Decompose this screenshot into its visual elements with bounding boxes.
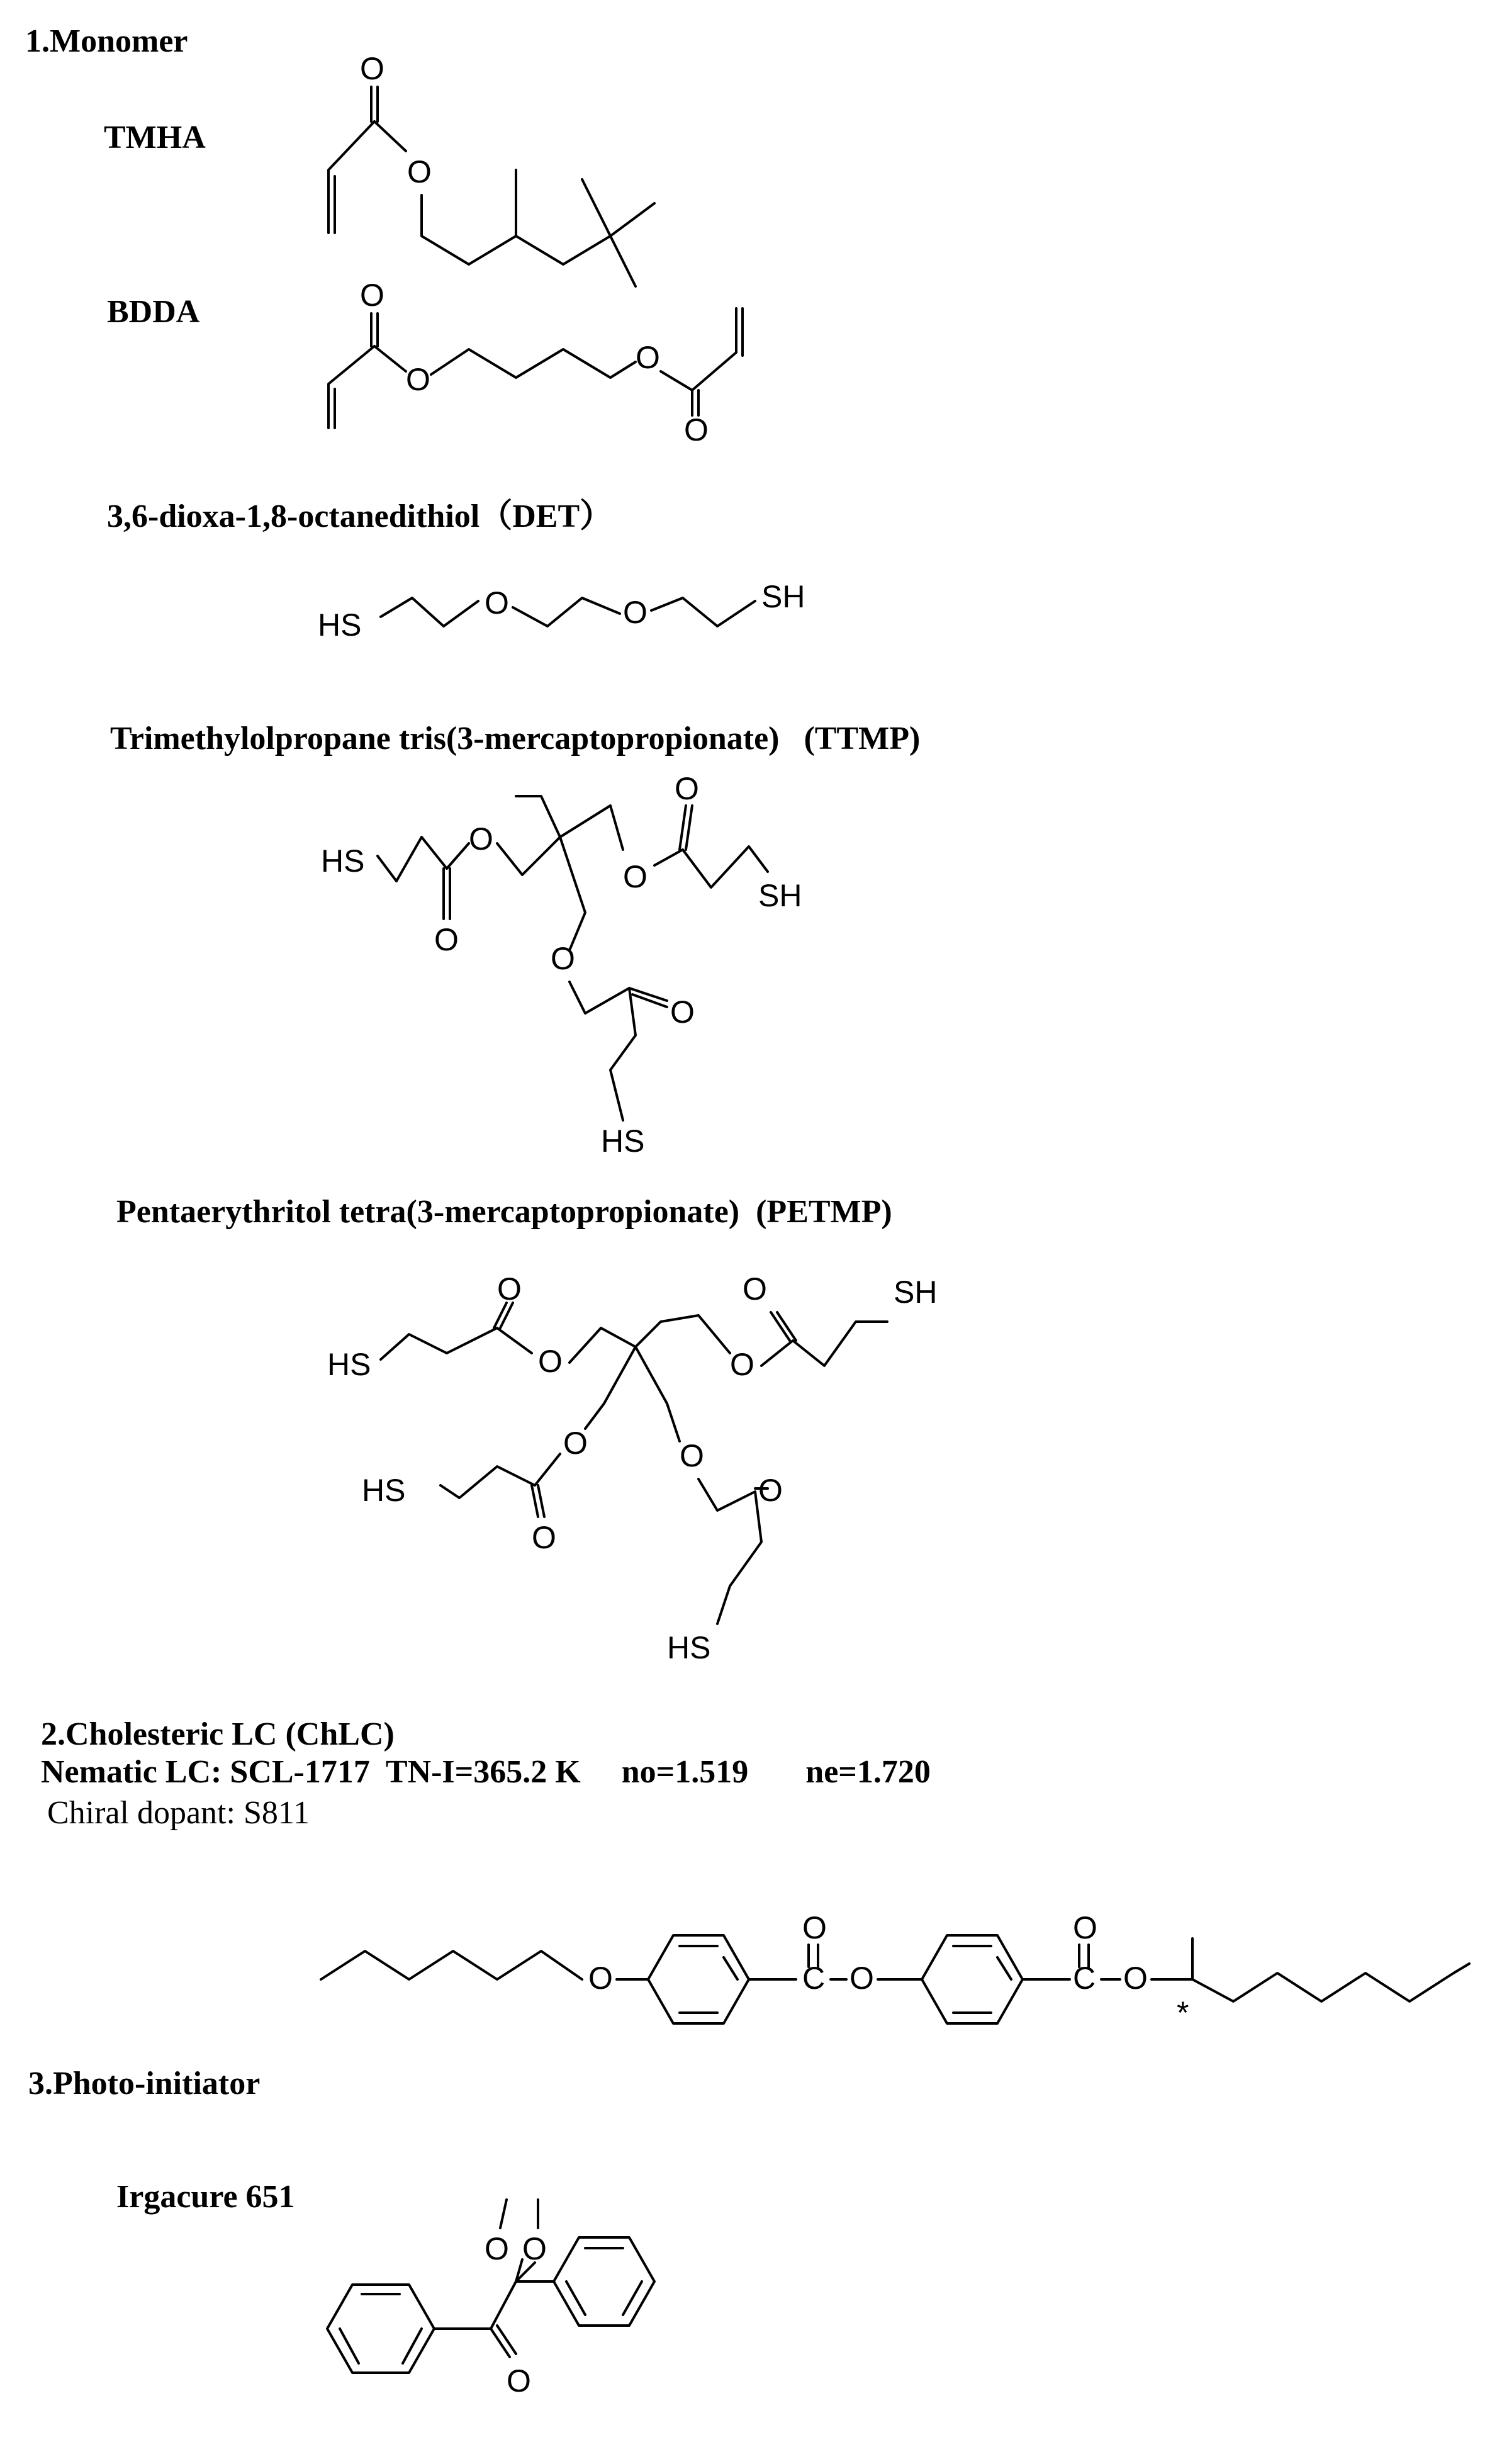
atom-o: O xyxy=(623,859,648,894)
chiral-dopant-line: Chiral dopant: S811 xyxy=(47,1795,310,1831)
structure-s811 xyxy=(321,1910,1469,2030)
atom-o: O xyxy=(469,821,493,857)
nematic-lc-line: Nematic LC: SCL-1717 TN-I=365.2 K no=1.519 ne=1.720 xyxy=(41,1754,931,1790)
atom-sh: SH xyxy=(758,878,802,913)
atom-o: O xyxy=(407,154,432,189)
chiral-center-marker: * xyxy=(1177,1995,1189,2030)
atom-o: O xyxy=(522,2231,547,2266)
atom-o: O xyxy=(551,941,575,976)
atom-hs: HS xyxy=(362,1473,406,1508)
atom-o: O xyxy=(684,412,709,447)
atom-o: O xyxy=(406,362,430,397)
atom-o: O xyxy=(670,994,695,1030)
atom-o: O xyxy=(360,278,384,313)
atom-o: O xyxy=(360,51,384,86)
atom-o: O xyxy=(680,1438,704,1473)
atom-hs: HS xyxy=(321,843,365,879)
atom-o: O xyxy=(507,2363,531,2399)
atom-sh: SH xyxy=(761,579,805,614)
atom-sh: SH xyxy=(894,1274,938,1310)
atom-o: O xyxy=(563,1426,588,1461)
atom-o: O xyxy=(758,1473,783,1508)
atom-hs: HS xyxy=(318,607,362,643)
atom-o: O xyxy=(538,1344,563,1379)
section-title-monomer: 1.Monomer xyxy=(25,23,188,59)
atom-o: O xyxy=(730,1347,754,1382)
structure-bdda xyxy=(328,278,743,447)
structure-ttmp xyxy=(321,771,802,1159)
atom-o: O xyxy=(1123,1961,1148,1996)
section-title-photoinitiator: 3.Photo-initiator xyxy=(28,2066,261,2101)
structure-tmha xyxy=(328,51,654,286)
structure-irgacure-651 xyxy=(327,2200,654,2399)
atom-c: C xyxy=(802,1961,826,1996)
structure-det xyxy=(318,579,805,643)
atom-hs: HS xyxy=(601,1123,645,1159)
atom-o: O xyxy=(1073,1910,1097,1945)
atom-o: O xyxy=(802,1910,827,1945)
structure-petmp xyxy=(327,1271,937,1665)
compound-label-irgacure-651: Irgacure 651 xyxy=(116,2179,295,2215)
atom-o: O xyxy=(623,595,648,630)
atom-o: O xyxy=(849,1961,874,1996)
compound-label-det: 3,6-dioxa-1,8-octanedithiol（DET） xyxy=(107,498,613,534)
atom-o: O xyxy=(588,1961,613,1996)
compound-label-bdda: BDDA xyxy=(107,294,200,330)
atom-o: O xyxy=(485,585,509,621)
atom-o: O xyxy=(675,771,699,806)
atom-o: O xyxy=(485,2231,509,2266)
atom-o: O xyxy=(743,1271,767,1307)
atom-o: O xyxy=(434,922,459,957)
atom-hs: HS xyxy=(667,1630,711,1665)
compound-label-petmp: Pentaerythritol tetra(3-mercaptopropionate) (PETMP) xyxy=(116,1194,892,1230)
section-title-chlc: 2.Cholesteric LC (ChLC) xyxy=(41,1716,395,1752)
compound-label-ttmp: Trimethylolpropane tris(3-mercaptopropionate) (TTMP) xyxy=(110,721,921,757)
compound-label-tmha: TMHA xyxy=(104,120,206,155)
atom-o: O xyxy=(636,340,660,375)
atom-hs: HS xyxy=(327,1347,371,1382)
atom-c: C xyxy=(1073,1961,1096,1996)
atom-o: O xyxy=(497,1271,522,1307)
atom-o: O xyxy=(532,1520,556,1555)
